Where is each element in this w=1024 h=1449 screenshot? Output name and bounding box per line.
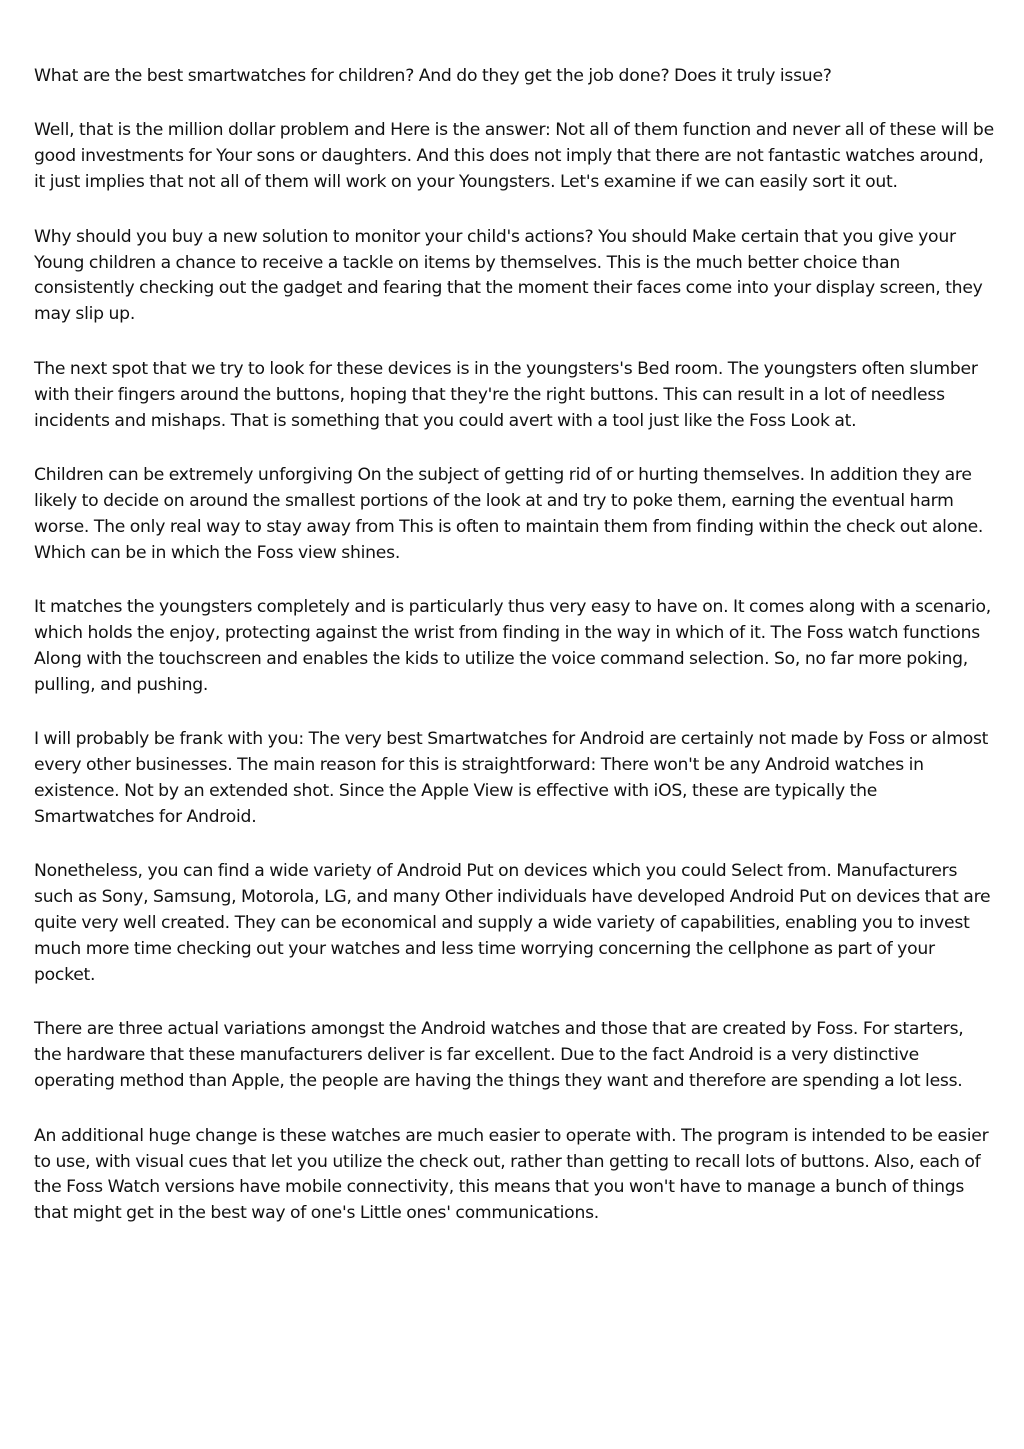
document-page	[34, 64, 994, 1256]
paragraph-8: Nonetheless, you can find a wide variety of Android Put on devices which you could Select from. Manufacturers such as Sony, Samsung, Motorola, LG, and many Other individuals have developed Android Put on devices that are quite very well created. They can be economical and supply a wide variety of capabilities, enabling you to invest much more time checking out your watches and less time worrying concerning the cellphone as part of your pocket.	[34, 861, 991, 985]
paragraph-1: What are the best smartwatches for children? And do they get the job done? Does it truly issue?	[34, 66, 832, 86]
paragraph-2: Well, that is the million dollar problem and Here is the answer: Not all of them function and never all of these will be good investments for Your sons or daughters. And this does not imply that there are not fantastic watches around, it just implies that not all of them will work on your Youngsters. Let's examine if we can easily sort it out.	[34, 120, 994, 193]
paragraph-3: Why should you buy a new solution to monitor your child's actions? You should Make certain that you give your Young children a chance to receive a tackle on items by themselves. This is the much better choice than consistently checking out the gadget and fearing that the moment their faces come into your display screen, they may slip up.	[34, 226, 983, 325]
paragraph-4: The next spot that we try to look for these devices is in the youngsters's Bed room. The youngsters often slumber with their fingers around the buttons, hoping that they're the right buttons. This can result in a lot of needless incidents and mishaps. That is something that you could avert with a tool just like the Foss Look at.	[34, 358, 978, 431]
paragraph-7: I will probably be frank with you: The very best Smartwatches for Android are certainly not made by Foss or almost every other businesses. The main reason for this is straightforward: There won't be any Android watches in existence. Not by an extended shot. Since the Apple View is effective with iOS, these are typically the Smartwatches for Android.	[34, 729, 989, 827]
paragraph-6: It matches the youngsters completely and is particularly thus very easy to have on. It comes along with a scenario, which holds the enjoy, protecting against the wrist from finding in the way in which of it. The Foss watch functions Along with the touchscreen and enables the kids to utilize the voice command selection. So, no far more poking, pulling, and pushing.	[34, 597, 991, 695]
paragraph-10: An additional huge change is these watches are much easier to operate with. The program is intended to be easier to use, with visual cues that let you utilize the check out, rather than getting to recall lots of buttons. Also, each of the Foss Watch versions have mobile connectivity, this means that you won't have to manage a bunch of things that might get in the best way of one's Little ones' communications.	[34, 1125, 989, 1224]
paragraph-9: There are three actual variations amongst the Android watches and those that are created by Foss. For starters, the hardware that these manufacturers deliver is far excellent. Due to the fact Android is a very distinctive operating method than Apple, the people are having the things they want and therefore are spending a lot less.	[34, 1019, 964, 1092]
paragraph-5: Children can be extremely unforgiving On the subject of getting rid of or hurting themselves. In addition they are likely to decide on around the smallest portions of the look at and try to poke them, earning the eventual harm worse. The only real way to stay away from This is often to maintain them from finding within the check out alone. Which can be in which the Foss view shines.	[34, 464, 984, 563]
